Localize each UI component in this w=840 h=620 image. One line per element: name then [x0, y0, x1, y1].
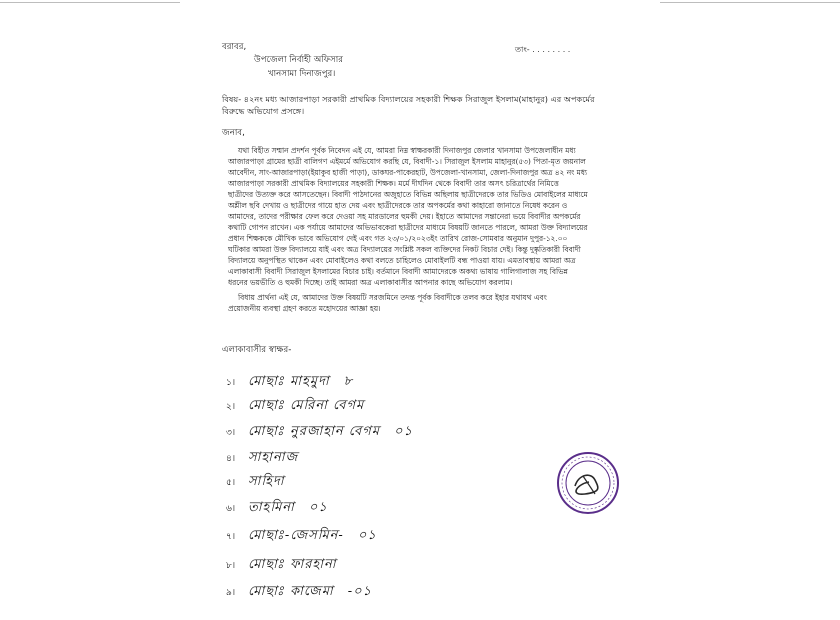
signature-name: মোছাঃ কাজেমা — [248, 584, 334, 599]
signature-name: মোছাঃ-জেসমিন- — [248, 528, 344, 543]
top-border-right — [660, 2, 840, 3]
signature-row — [226, 420, 413, 443]
signature-name: সাহিদা — [248, 474, 285, 489]
signature-name: সাহানাজ — [248, 450, 299, 465]
signature-row — [226, 524, 377, 547]
signature-suffix: ০১ — [394, 424, 413, 439]
signature-number: ৪। — [226, 454, 236, 464]
signature-suffix: ০১ — [357, 528, 377, 543]
body-line: বিধায় প্রার্থনা এই যে, আমাদের উক্ত বিষয়টি সরজমিনে তদন্ত পূর্বক বিবাদীকে তলব করে ইহার যথাযথ এবং — [238, 293, 547, 302]
signature-row — [226, 580, 372, 603]
signature-number: ৮। — [226, 561, 236, 571]
signature-row — [226, 370, 353, 393]
signature-name: মোছাঃ মাহমুদা — [248, 374, 330, 389]
signature-number: ২। — [226, 402, 236, 412]
top-border-left — [0, 2, 180, 3]
signature-name: তাহমিনা — [248, 500, 295, 515]
body-line: ঘটিকার আমরা উক্ত বিদ্যালয়ে যাই এবং অত্র বিদ্যালয়ের সংশ্লিষ্ট সকল ব্যক্তিদের নিকট বিচার দেই। কিন্তু দুষ্কৃতিকারী বিবাদী — [228, 245, 581, 254]
date-label: তাং- . . . . . . . . — [515, 45, 571, 54]
signature-suffix: -০১ — [347, 584, 372, 599]
signature-number: ৬। — [226, 504, 236, 514]
subject-line-2: বিরুদ্ধে অভিযোগ প্রসঙ্গে। — [222, 106, 305, 116]
signature-suffix: ৮ — [343, 374, 354, 389]
signature-row — [226, 496, 328, 519]
official-seal — [555, 450, 621, 516]
signature-number: ৩। — [226, 428, 236, 438]
recipient-place: খানসামা দিনাজপুর। — [268, 69, 336, 79]
signature-row — [226, 394, 378, 417]
body-line: ধরনের ভয়ভীতি ও হুমকী দিচ্ছে। তাই আমরা অত্র এলাকাবাসীর আপনার কাছে অভিযোগ করলাম। — [228, 278, 513, 287]
signature-number: ১। — [226, 378, 236, 388]
signature-name: মোছাঃ মেরিনা বেগম — [248, 398, 365, 413]
body-line: আমাদের, তাদের পরীক্ষার ফেল করে দেওয়া সহ মারডালের হুমকী দেয়। ইহাতে আমাদের সন্তানেরা ভয়ে বিবাদীর অপকর্মের — [228, 212, 581, 221]
signature-number: ৫। — [226, 478, 236, 488]
signature-suffix: ০১ — [308, 500, 328, 515]
body-line: এলাকাবাসী বিবাদী সিরাজুল ইসলামের বিচার চাই। বর্তমানে বিবাদী আমাদেরকে অকথ্য ভাষায় গালিগালাজ সহ বিভিন্ন — [228, 267, 568, 276]
signature-row — [226, 470, 299, 493]
signature-number: ৭। — [226, 532, 236, 542]
signature-row — [226, 553, 351, 576]
body-line: আজারপাড়া সরকারী প্রাথমিক বিদ্যালয়ের সহকারী শিক্ষক। মর্মে দীর্ঘদিন থেকে বিবাদী তার অসৎ চরিত্রার্থের নিমিত্তে — [228, 179, 559, 188]
signature-row — [226, 446, 312, 469]
body-line: প্রয়োজনীয় ব্যবস্থা গ্রহণ করতে মহোদয়ের আজ্ঞা হয়। — [228, 304, 381, 313]
body-line: আবেদীন, সাং-আজারপাড়া(ইয়াকুব হাজী পাড়া), ডাকঘর-পাকেরহাট, উপজেলা-খানসামা, জেলা-দিনাজপুর অত্র ৪২ নং মধ্য — [228, 168, 588, 177]
salutation: জনাব, — [222, 128, 245, 138]
to-label: বরাবর, — [222, 42, 247, 52]
signature-name: মোছাঃ ফারহানা — [248, 557, 337, 572]
signature-name: মোছাঃ নুরজাহান বেগম — [248, 424, 381, 439]
body-line: কথাটি গোপন রাখেন। এক পর্যায়ে আমাদের অভিভাবকেরা ছাত্রীদের মাধ্যমে বিষয়টি জানতে পারলে, আমরা উক্ত বিদ্যালয়ের — [228, 223, 588, 232]
body-line: বিদ্যালয়ে অনুপস্থিত থাকেন এবং মোবাইলেও কথা বলতে চাহিলেও মোবাইলটি বন্ধ পাওয়া যায়। এমতাবস্থায় আমরা অত্র — [228, 256, 576, 265]
document-page — [180, 0, 660, 620]
body-line: অশ্লীল ছবি দেখায় ও ছাত্রীদের গায়ে হাত দেয় এবং ছাত্রীদেরকে তার অপকর্মের কথা কাহারো জানাতে নিষেধ করেন ও — [228, 201, 568, 210]
body-line: আজারপাড়া গ্রামের ছাত্রী বালিগণ এইমর্মে অভিযোগ করছি যে, বিবাদী-১। সিরাজুল ইসলাম মাহানুর(৫৩) পিতা-মৃত জয়নাল — [228, 157, 586, 166]
signatures-heading: এলাকাবাসীর স্বাক্ষর- — [222, 345, 292, 355]
body-line: ছাত্রীদের উত্যক্ত করে আসতেছেন। বিবাদী পাঠদানের অজুহাতে বিভিন্ন অছিলায় ছাত্রীদেরকে তার ভিডিও মোবাইলের মাধ্যমে — [228, 190, 588, 199]
subject-line-1: বিষয়- ৪২নং মধ্য আজারপাড়া সরকারী প্রাথমিক বিদ্যালয়ের সহকারী শিক্ষক সিরাজুল ইসলাম(মাহানুর) এর অপকর্মের — [222, 94, 595, 104]
body-line: যথা বিহীত সম্মান প্রদর্শন পূর্বক নিবেদন এই যে, আমরা নিম্ন স্বাক্ষরকারী দিনাজপুর জেলার খানসামা উপজেলাধীন মধ্য — [238, 146, 576, 155]
body-line: প্রধান শিক্ষককে মৌখিক ভাবে অভিযোগ দেই এবং গত ২৩/০১/২০২৩ইং তারিখ রোজ-সোমবার অনুমান দুপুর-১২.০০ — [228, 234, 568, 243]
signature-number: ৯। — [226, 588, 236, 598]
recipient-title: উপজেলা নির্বাহী অফিসার — [254, 55, 343, 65]
